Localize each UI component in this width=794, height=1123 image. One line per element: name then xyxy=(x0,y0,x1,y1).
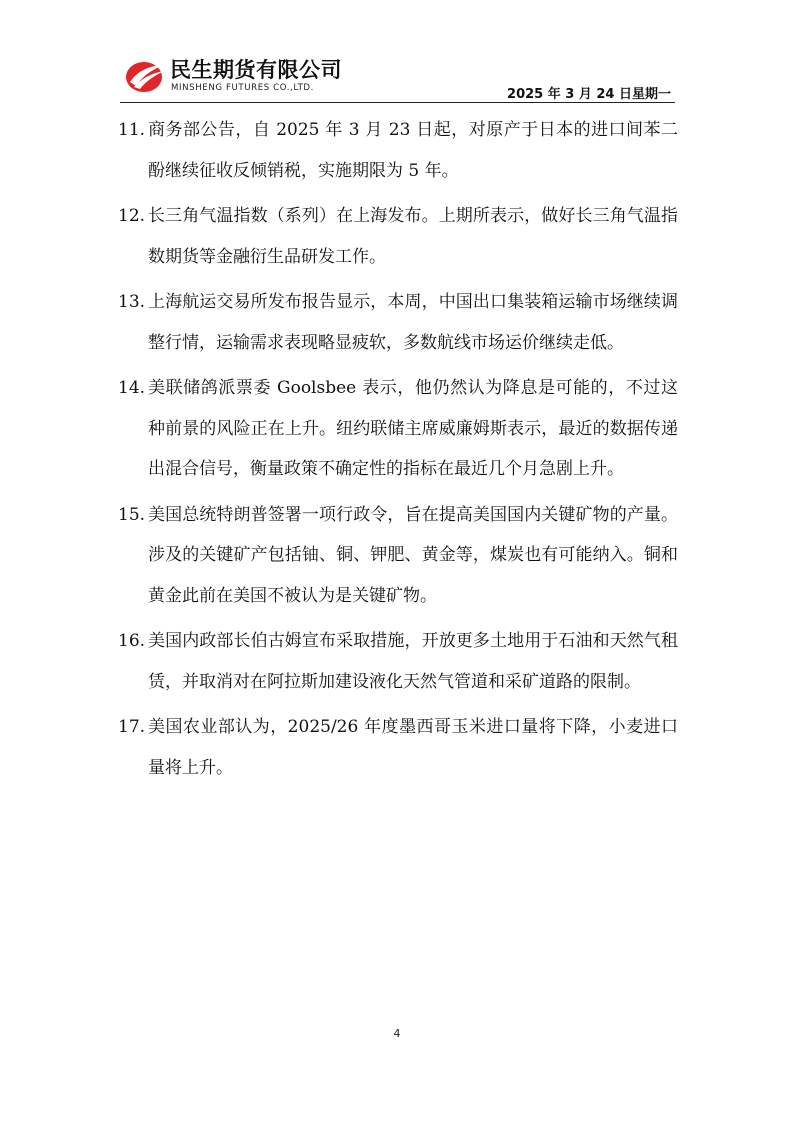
item-number: 17. xyxy=(118,717,146,737)
list-item xyxy=(118,495,678,617)
list-item xyxy=(118,621,678,702)
list-item xyxy=(118,282,678,363)
item-text: 美国总统特朗普签署一项行政令，旨在提高美国国内关键矿物的产量。涉及的关键矿产包括铀、铜、钾肥、黄金等，煤炭也有可能纳入。铜和黄金此前在美国不被认为是关键矿物。 xyxy=(148,504,678,606)
page-number: 4 xyxy=(393,1027,401,1040)
item-number: 13. xyxy=(118,292,146,312)
item-text: 商务部公告，自 2025 年 3 月 23 日起，对原产于日本的进口间苯二酚继续征收反倾销税，实施期限为 5 年。 xyxy=(148,120,678,181)
page-header xyxy=(120,52,675,103)
item-text: 长三角气温指数（系列）在上海发布。上期所表示，做好长三角气温指数期货等金融衍生品研发工作。 xyxy=(148,206,678,267)
item-text: 上海航运交易所发布报告显示，本周，中国出口集装箱运输市场继续调整行情，运输需求表现略显疲软，多数航线市场运价继续走低。 xyxy=(148,292,678,353)
list-item xyxy=(118,368,678,490)
item-text: 美国农业部认为，2025/26 年度墨西哥玉米进口量将下降，小麦进口量将上升。 xyxy=(148,717,678,778)
item-number: 16. xyxy=(118,631,146,651)
report-date: 2025 年 3 月 24 日星期一 xyxy=(507,87,671,102)
item-text: 美联储鸽派票委 Goolsbee 表示，他仍然认为降息是可能的，不过这种前景的风险正在上升。纽约联储主席威廉姆斯表示，最近的数据传递出混合信号，衡量政策不确定性的指标在最近几个月急剧上升。 xyxy=(148,378,678,479)
minsheng-logo-icon xyxy=(124,56,168,96)
brand-name-en: MINSHENG FUTURES CO.,LTD. xyxy=(171,83,314,93)
list-item xyxy=(118,110,678,191)
news-list xyxy=(118,110,678,793)
item-text: 美国内政部长伯古姆宣布采取措施，开放更多土地用于石油和天然气租赁，并取消对在阿拉斯加建设液化天然气管道和采矿道路的限制。 xyxy=(148,631,678,692)
item-number: 12. xyxy=(118,206,146,226)
brand-name-cn: 民生期货有限公司 xyxy=(170,58,342,82)
item-number: 14. xyxy=(118,378,146,398)
list-item xyxy=(118,707,678,788)
item-number: 11. xyxy=(118,120,146,140)
item-number: 15. xyxy=(118,504,146,525)
list-item xyxy=(118,196,678,277)
